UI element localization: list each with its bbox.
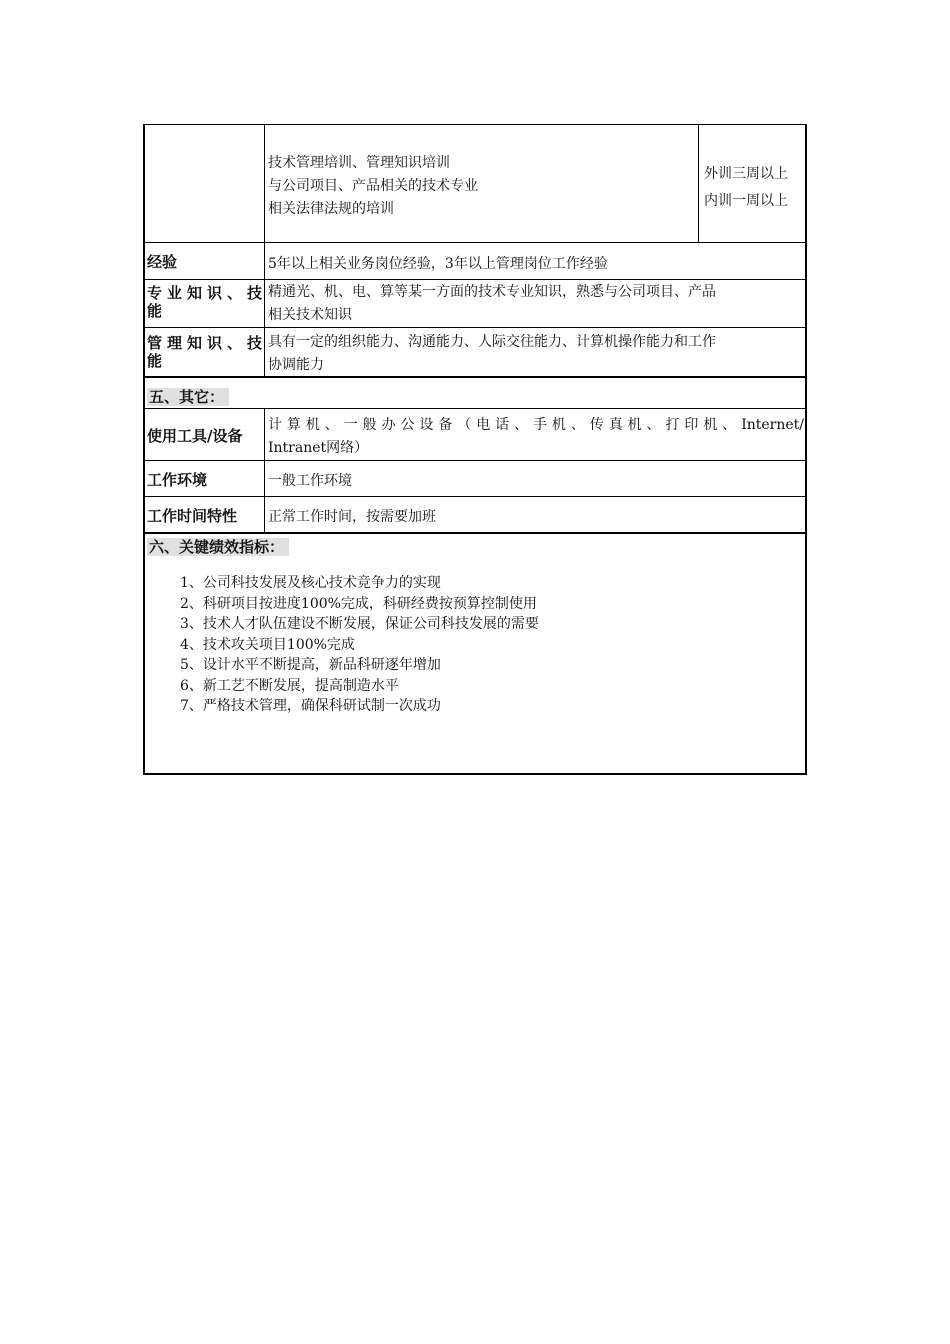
work-time-value: 正常工作时间，按需要加班 (268, 509, 436, 525)
professional-skills-label: 专业知识、技 能 (147, 284, 262, 320)
training-row (143, 124, 807, 243)
kpi-item: 1、公司科技发展及核心技术竞争力的实现 (180, 575, 441, 591)
environment-row (143, 461, 807, 497)
section5-header-row (143, 378, 807, 409)
kpi-item: 6、新工艺不断发展，提高制造水平 (180, 677, 399, 694)
training-item: 技术管理培训、管理知识培训 (268, 155, 450, 171)
management-skills-row (143, 328, 807, 378)
training-item: 相关法律法规的培训 (268, 201, 394, 217)
duration-internal: 内训一周以上 (704, 193, 788, 209)
tools-row (143, 409, 807, 461)
section6-block (143, 534, 807, 775)
experience-row (143, 243, 807, 280)
job-description-document (143, 124, 807, 775)
kpi-item: 3、技术人才队伍建设不断发展，保证公司科技发展的需要 (180, 616, 539, 632)
column-divider (264, 125, 265, 242)
kpi-item: 7、严格技术管理，确保科研试制一次成功 (180, 698, 441, 714)
work-time-row (143, 497, 807, 534)
kpi-item: 5、设计水平不断提高，新品科研逐年增加 (180, 657, 441, 673)
professional-skills-value: 精通光、机、电、算等某一方面的技术专业知识，熟悉与公司项目、产品 相关技术知识 (268, 284, 716, 323)
training-item: 与公司项目、产品相关的技术专业 (268, 178, 478, 194)
professional-skills-row (143, 280, 807, 328)
duration-external: 外训三周以上 (704, 166, 788, 182)
kpi-item: 4、技术攻关项目100%完成 (180, 636, 355, 653)
training-duration (704, 161, 788, 215)
management-skills-label: 管理知识、技 能 (147, 334, 262, 370)
experience-value: 5年以上相关业务岗位经验，3年以上管理岗位工作经验 (268, 256, 608, 272)
work-time-label: 工作时间特性 (147, 507, 238, 525)
environment-label: 工作环境 (147, 471, 208, 489)
column-divider (698, 125, 699, 242)
column-divider (264, 280, 265, 327)
tools-value: 计算机、一般办公设备（电话、手机、传真机、打印机、Internet/ Intranet网络） (268, 417, 804, 456)
section5-title: 五、其它： (147, 388, 229, 406)
column-divider (264, 497, 265, 532)
section6-title: 六、关键绩效指标： (147, 538, 289, 556)
tools-label: 使用工具/设备 (147, 427, 243, 445)
column-divider (264, 461, 265, 496)
kpi-list (180, 573, 539, 717)
experience-label: 经验 (147, 253, 178, 271)
training-items (268, 152, 478, 221)
column-divider (264, 409, 265, 460)
kpi-item: 2、科研项目按进度100%完成，科研经费按预算控制使用 (180, 595, 537, 612)
column-divider (264, 243, 265, 279)
environment-value: 一般工作环境 (268, 473, 352, 489)
management-skills-value: 具有一定的组织能力、沟通能力、人际交往能力、计算机操作能力和工作 协调能力 (268, 334, 716, 373)
column-divider (264, 328, 265, 376)
